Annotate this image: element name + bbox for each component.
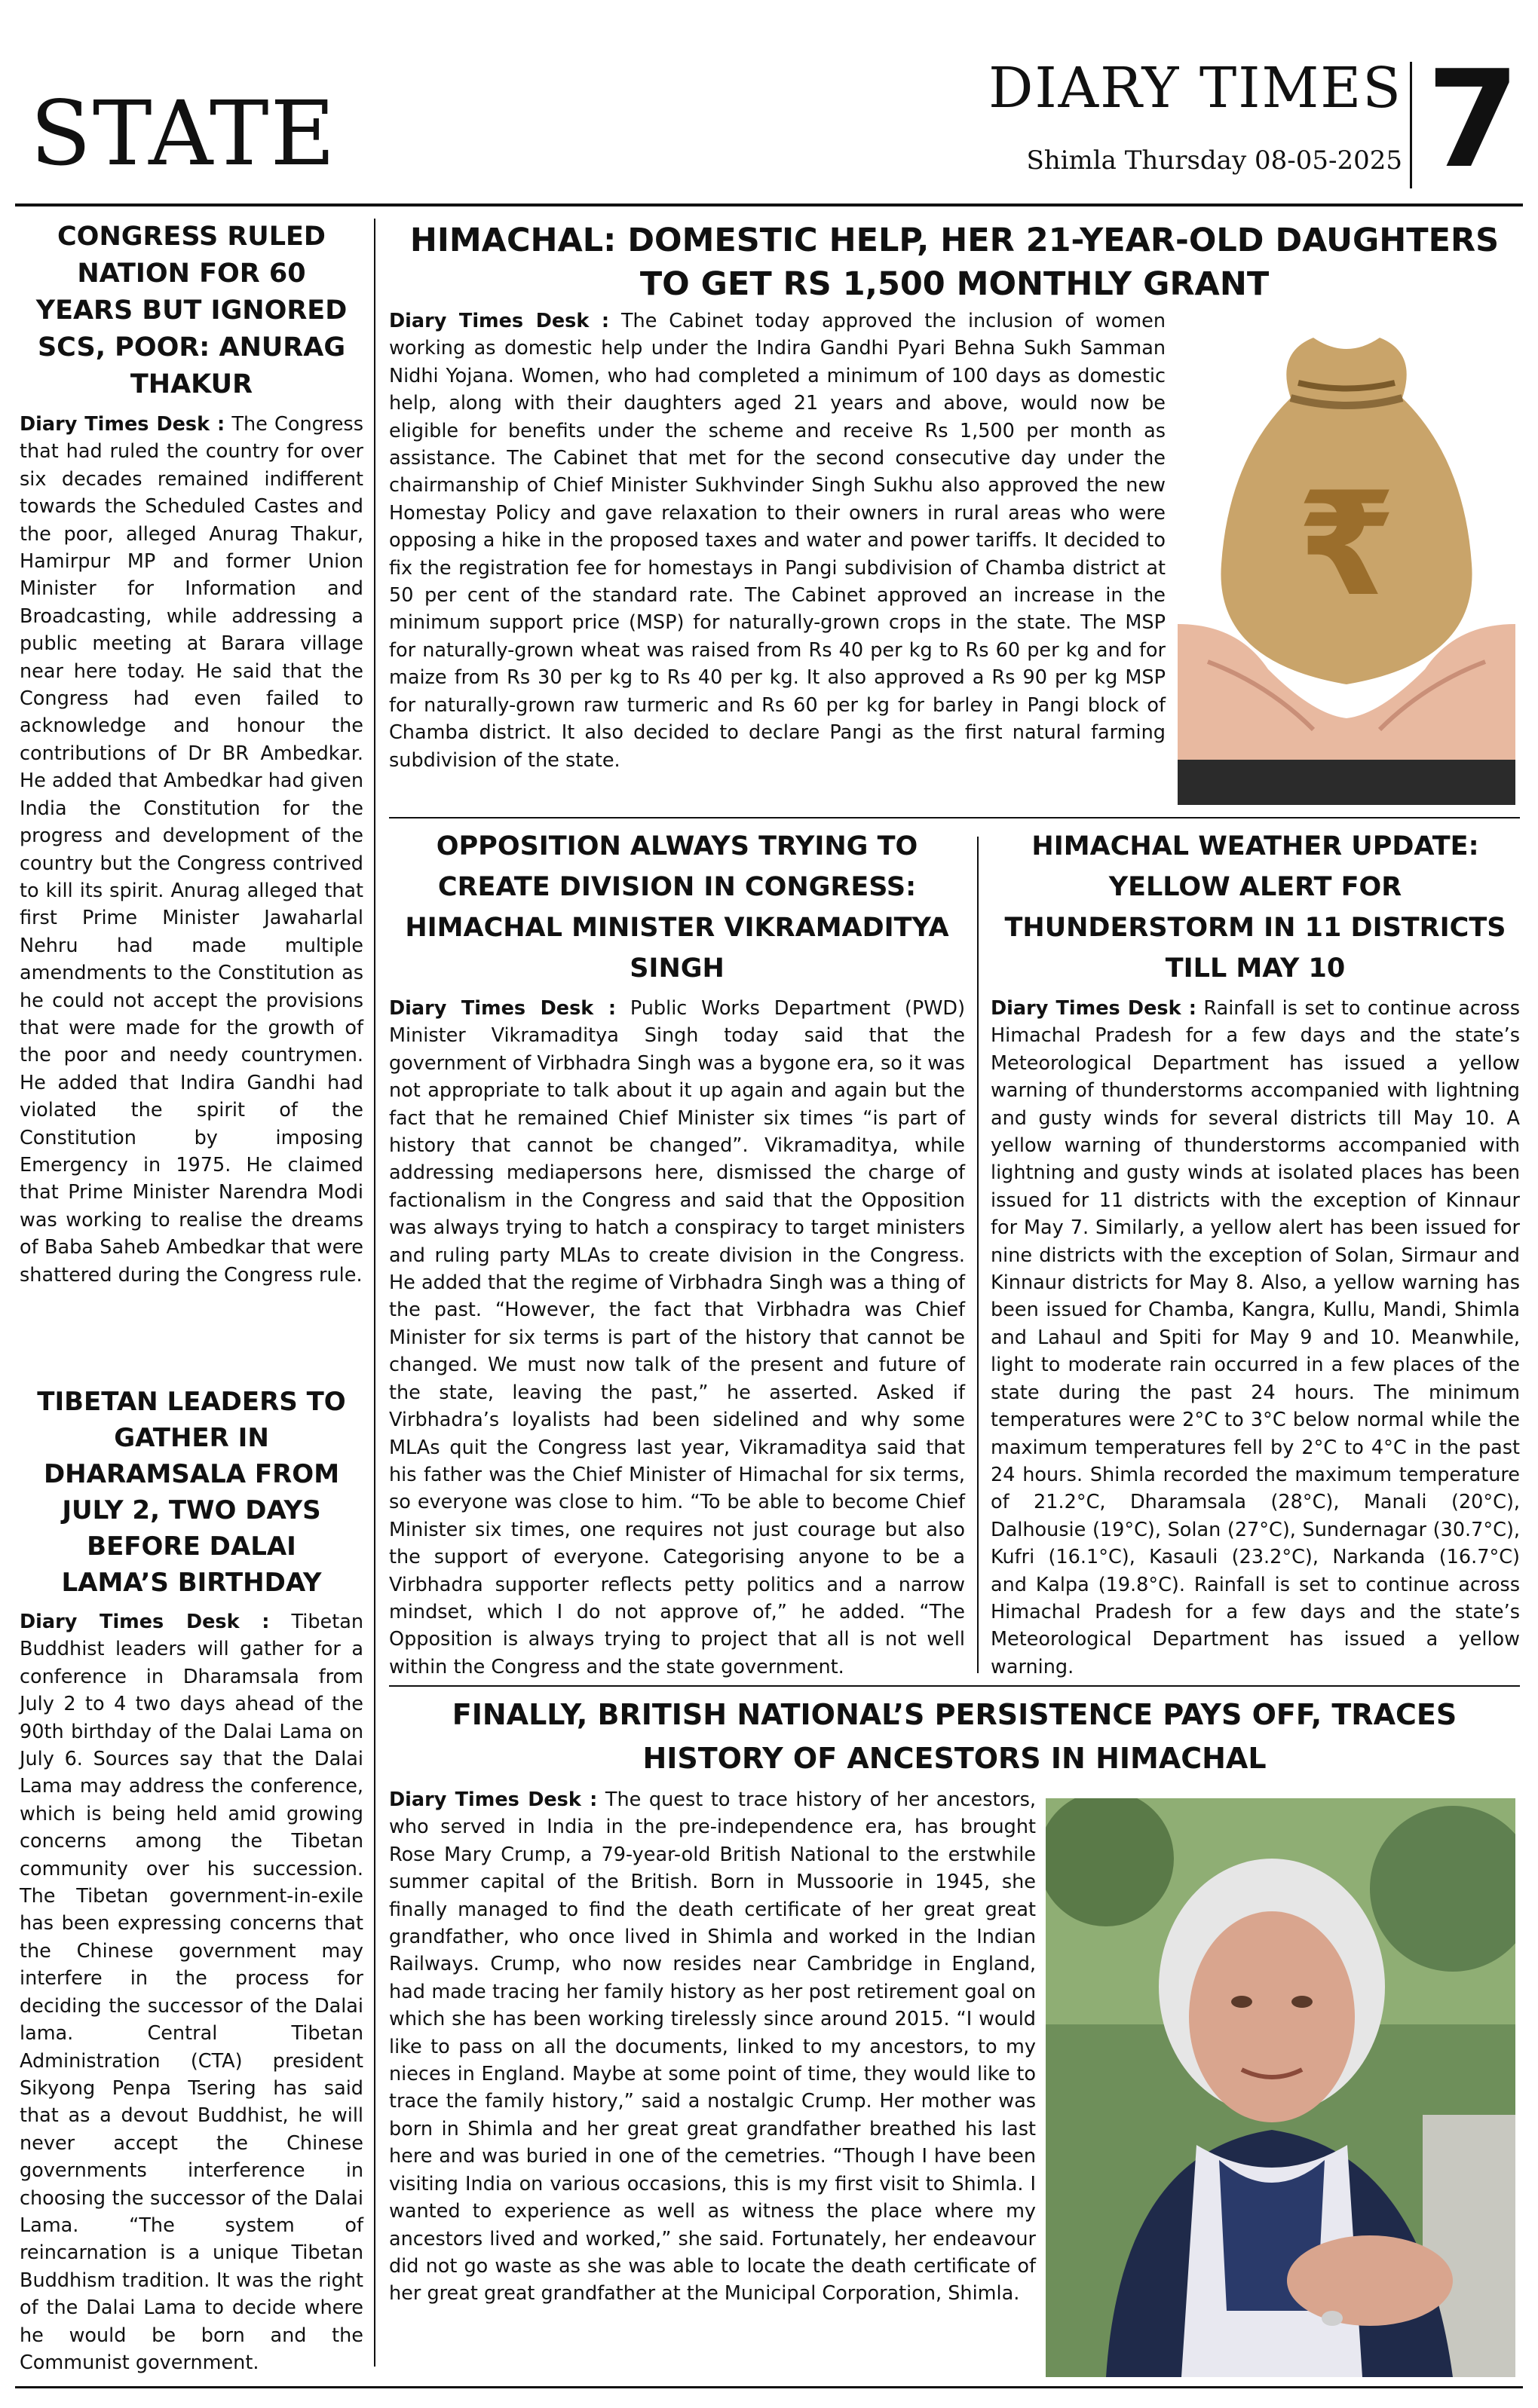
article-text: Tibetan Buddhist leaders will gather for a conference in Dharamsala from July 2 to 4 two days ahead of the 90th birthday of the Dalai Lama on July 6. Sources say that the Dalai Lama may address the conference, which is being held amid growing concerns among the Tibetan community over his succession. The Tibetan government-in-exile has been expressing concerns that the Chinese government may interfere in the process for deciding the successor of the Dalai lama. Central Tibetan Administration (CTA) president Sikyong Penpa Tsering has said that as a devout Buddhist, he will never accept the Chinese governments interference in choosing the successor of the Dalai Lama. “The system of reincarnation is a unique Tibetan Buddhism tradition. It was the right of the Dalai Lama to decide where he would be born and the Communist government. xyxy=(20,1611,364,2374)
article-british-national-body xyxy=(389,1786,1036,2308)
article-domestic-help-body xyxy=(389,308,1166,774)
headline: HIMACHAL WEATHER UPDATE: YELLOW ALERT FOR THUNDERSTORM IN 11 DISTRICTS TILL MAY 10 xyxy=(1004,831,1506,984)
article-domestic-help xyxy=(389,219,1520,306)
article-body xyxy=(20,1608,363,2376)
header-divider xyxy=(1410,62,1412,188)
article-text: The quest to trace history of her ancestors, who served in India in the pre-independence era, has brought Rose Mary Crump, a 79-year-old British National to the erstwhile summer capital of the British. Born in Mussoorie in 1945, she finally managed to find the death certificate of her great great grandfather, who once lived in Shimla and worked in the Indian Railways. Crump, who now resides near Cambridge in England, had made tracing her family history as her post retirement goal on which she has been working tirelessly since around 2015. “I would like to pass on all the documents, linked to my ancestors, to my nieces in England. Maybe at some point of time, they would like to trace the family history,” said a nostalgic Crump. Her mother was born in Shimla and her great great grandfather breathed his last here and was buried in one of the cemetries. “Though I have been visiting India on various occasions, this is my first visit to Shimla. I wanted to experience as well as witness the place where my ancestors lived and worked,” she said. Fortunately, her endeavour did not go waste as she was able to locate the death certificate of her great great grandfather at the Municipal Corporation, Shimla. xyxy=(389,1788,1037,2305)
article-text: Rainfall is set to continue across Himachal Pradesh for a few days and the state’s Meteorological Department has issued a yellow warning of thunderstorms accompanied with lightning and gusty winds for several districts till May 10. A yellow warning of thunderstorms accompanied with lightning and gusty winds at isolated places has been issued for 11 districts with the exception of Kinnaur for May 7. Similarly, a yellow alert has been issued for nine districts with the exception of Solan, Sirmaur and Kinnaur districts for May 8. Also, a yellow warning has been issued for Chamba, Kangra, Kullu, Mandi, Shimla and Lahaul and Spiti for May 9 and 10. Meanwhile, light to moderate rain occurred in a few places of the state during the past 24 hours. The minimum temperatures were 2°C to 3°C below normal while the maximum temperatures fell by 2°C to 4°C in the past 24 hours. Shimla recorded the maximum temperature of 21.2°C, Dharamsala (28°C), Manali (20°C), Dalhousie (19°C), Solan (27°C), Sundernagar (30.7°C), Kufri (16.1°C), Kasauli (23.2°C), Narkanda (16.7°C) and Kalpa (19.8°C). Rainfall is set to continue across Himachal Pradesh for a few days and the state’s Meteorological Department has issued a yellow warning. xyxy=(991,997,1521,1678)
byline: Diary Times Desk : xyxy=(389,310,610,332)
byline: Diary Times Desk : xyxy=(389,1788,598,1811)
rule-2 xyxy=(389,1685,1520,1687)
column-divider xyxy=(374,219,375,2367)
article-text: Public Works Department (PWD) Minister Vikramaditya Singh today said that the government of Virbhadra Singh was a bygone era, so it was not appropriate to talk about it up again and again but the fact that he remained Chief Minister six times “is part of history that cannot be changed”. Vikramaditya, while addressing mediapersons here, dismissed the charge of factionalism in the Congress and said that the Opposition was always trying to hatch a conspiracy to target ministers and ruling party MLAs to create division in the Congress. He added that the regime of Virbhadra Singh was a thing of the past. “However, the fact that Virbhadra was Chief Minister for six terms is part of the history that cannot be changed. We must now talk of the present and future of the state, leaving the past,” he asserted. Asked if Virbhadra’s loyalists had been sidelined and why some MLAs quit the Congress last year, Vikramaditya said that his father was the Chief Minister of Himachal for six terms, so everyone was close to him. “To be able to become Chief Minister six times, one requires not just courage but also the support of everyone. Categorising anyone to be a Virbhadra supporter reflects petty politics and a narrow mindset, which I do not approve of,” he added. “The Opposition is always trying to project that all is not well within the Congress and the state government. xyxy=(389,997,966,1678)
article-text: The Congress that had ruled the country for over six decades remained indifferent towards the Scheduled Castes and the poor, alleged Anurag Thakur, Hamirpur MP and former Union Minister for Information and Broadcasting, while addressing a public meeting at Barara village near here today. He said that the Congress had even failed to acknowledge and honour the contributions of Dr BR Ambedkar. He added that Ambedkar had given India the Constitution for the progress and development of the country but the Congress contrived to kill its spirit. Anurag alleged that first Prime Minister Jawaharlal Nehru had made multiple amendments to the Constitution as he could not accept the provisions that were made for the growth of the poor and needy countrymen. He added that Indira Gandhi had violated the spirit of the Constitution by imposing Emergency in 1975. He claimed that Prime Minister Narendra Modi was working to realise the dreams of Baba Saheb Ambedkar that were shattered during the Congress rule. xyxy=(20,413,364,1287)
woman-portrait-photo xyxy=(1046,1798,1515,2377)
headline: FINALLY, BRITISH NATIONAL’S PERSISTENCE PAYS OFF, TRACES HISTORY OF ANCESTORS IN HIMACHAL xyxy=(452,1698,1457,1775)
article-weather xyxy=(991,826,1520,1681)
section-title: STATE xyxy=(30,81,337,185)
headline: CONGRESS RULED NATION FOR 60 YEARS BUT IGNORED SCS, POOR: ANURAG THAKUR xyxy=(35,222,348,399)
svg-text:₹: ₹ xyxy=(1296,461,1397,628)
byline: Diary Times Desk : xyxy=(20,413,225,436)
byline: Diary Times Desk : xyxy=(20,1611,270,1633)
header-rule xyxy=(15,203,1523,207)
article-congress xyxy=(20,219,363,1289)
money-bag-photo xyxy=(1178,308,1515,805)
byline: Diary Times Desk : xyxy=(991,997,1196,1020)
article-british-national xyxy=(389,1693,1520,1780)
headline: HIMACHAL: DOMESTIC HELP, HER 21-YEAR-OLD DAUGHTERS TO GET RS 1,500 MONTHLY GRANT xyxy=(409,222,1500,303)
rule-1 xyxy=(389,817,1520,818)
article-body xyxy=(20,411,363,1289)
article-body xyxy=(389,308,1166,774)
headline: TIBETAN LEADERS TO GATHER IN DHARAMSALA FROM JULY 2, TWO DAYS BEFORE DALAI LAMA’S BIRTHDAY xyxy=(37,1387,346,1598)
article-body xyxy=(389,995,965,1681)
article-text: The Cabinet today approved the inclusion of women working as domestic help under the Indira Gandhi Pyari Behna Sukh Samman Nidhi Yojana. Women, who had completed a minimum of 100 days as domestic help, along with their daughters aged 21 years and above, would now be eligible for benefits under the scheme and receive Rs 1,500 per month as assistance. The Cabinet that met for the second consecutive day under the chairmanship of Chief Minister Sukhvinder Singh Sukhu also approved the new Homestay Policy and gave relaxation to their owners in rural areas who were opposing a hike in the proposed taxes and water and power tariffs. It decided to fix the registration fee for homestays in Pangi subdivision of Chamba district at 50 per cent of the standard rate. The Cabinet approved an increase in the minimum support price (MSP) for naturally-grown crops in the state. The MSP for naturally-grown wheat was raised from Rs 40 per kg to Rs 60 per kg and for maize from Rs 30 per kg to Rs 40 per kg. It also approved a Rs 90 per kg MSP for naturally-grown raw turmeric and Rs 60 per kg for barley in Pangi block of Chamba district. It also decided to declare Pangi as the first natural farming subdivision of the state. xyxy=(389,310,1166,772)
article-vikramaditya xyxy=(389,826,965,1681)
article-tibetan xyxy=(20,1384,363,2376)
page-number: 7 xyxy=(1426,41,1520,197)
masthead: DIARY TIMES xyxy=(988,56,1402,121)
headline: OPPOSITION ALWAYS TRYING TO CREATE DIVISION IN CONGRESS: HIMACHAL MINISTER VIKRAMADITYA SINGH xyxy=(405,831,949,984)
column-divider-mid xyxy=(977,837,979,1673)
article-body xyxy=(389,1786,1036,2308)
dateline: Shimla Thursday 08-05-2025 xyxy=(1026,145,1402,176)
byline: Diary Times Desk : xyxy=(389,997,617,1020)
footer-rule xyxy=(15,2386,1523,2388)
article-body xyxy=(991,995,1520,1681)
